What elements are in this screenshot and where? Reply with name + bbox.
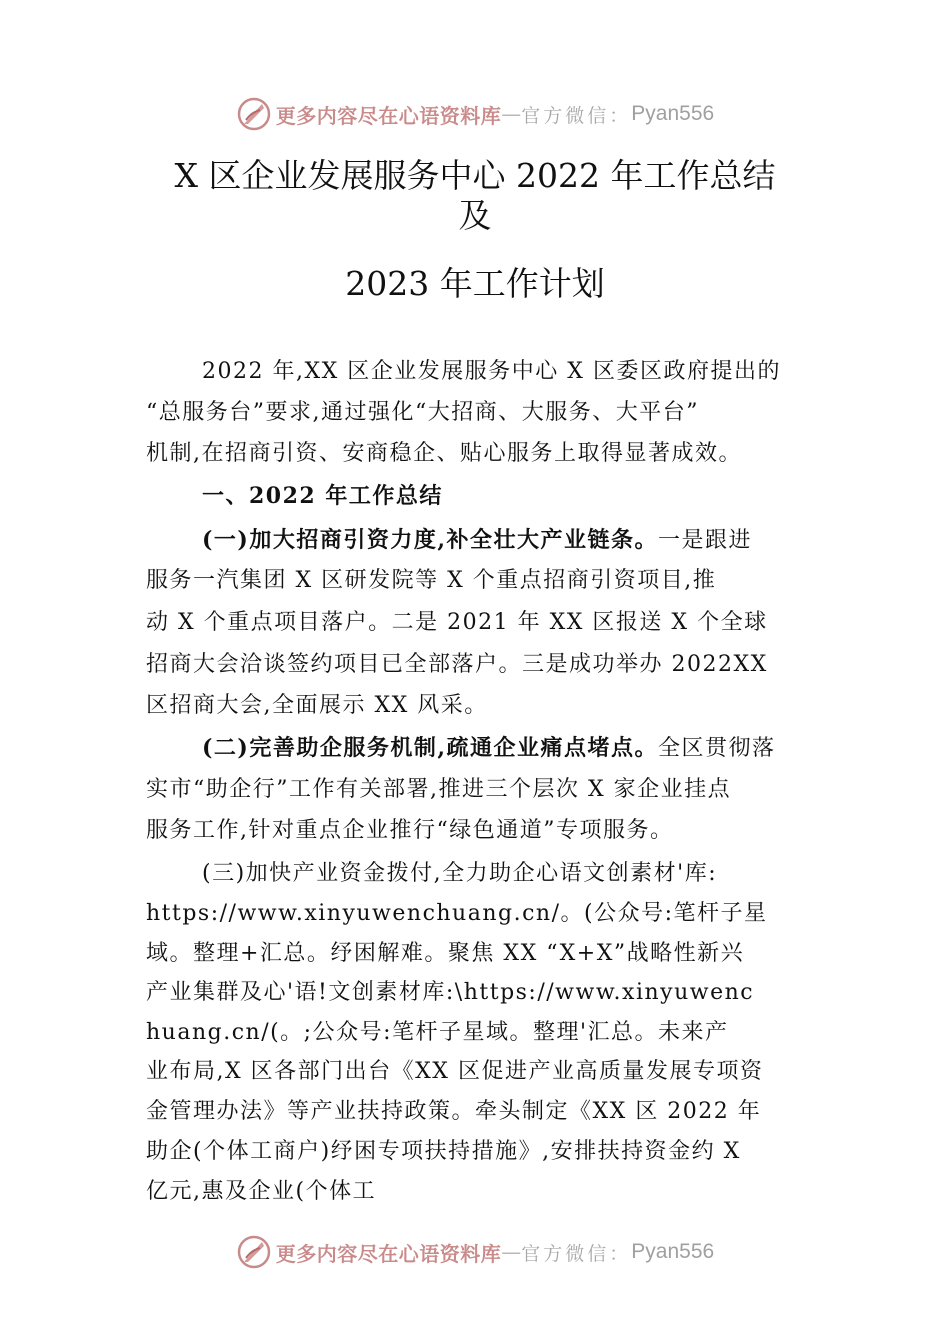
section-heading: 一、2022 年工作总结 [202,483,443,509]
paragraph-line: huang.cn/(。;公众号:笔杆子星域。整理'汇总。未来产 [146,1020,729,1045]
subheading-2: (二)完善助企服务机制,疏通企业痛点堵点。 [202,735,658,761]
paragraph-line: 助企(个体工商户)纾困专项扶持措施》,安排扶持资金约 X [146,1139,741,1164]
watermark-dash: — [501,102,522,126]
paragraph-line [146,731,776,765]
subheading-1: (一)加大招商引资力度,补全壮大产业链条。 [202,527,658,553]
watermark-label: 官方微信： [521,1242,632,1265]
quill-logo-icon [236,96,272,132]
paragraph-line: 金管理办法》等产业扶持政策。牵头制定《XX 区 2022 年 [146,1099,762,1124]
watermark-header [0,94,950,134]
paragraph-line: 亿元,惠及企业(个体工 [146,1179,377,1204]
subheading-2-tail: 全区贯彻落 [657,736,776,761]
paragraph-line: 实市“助企行”工作有关部署,推进三个层次 X 家企业挂点 [146,777,732,802]
paragraph-line: 产业集群及心'语!文创素材库:\https://www.xinyuwenc [146,980,755,1005]
watermark-brand: 更多内容尽在心语资料库 [275,103,502,128]
paragraph-line: 服务一汽集团 X 区研发院等 X 个重点招商引资项目,推 [146,568,717,593]
doc-title-line-3: 2023 年工作计划 [345,264,605,303]
paragraph-line: 域。整理+汇总。纾困解难。聚焦 XX “X+X”战略性新兴 [146,941,745,966]
paragraph-line: (三)加快产业资金拨付,全力助企心语文创素材'库: [202,861,718,886]
paragraph-line: 招商大会洽谈签约项目已全部落户。三是成功举办 2022XX [146,652,768,677]
watermark-dash: — [501,1240,522,1264]
doc-title-line-1: X 区企业发展服务中心 2022 年工作总结 [174,156,776,195]
paragraph-line: 动 X 个重点项目落户。二是 2021 年 XX 区报送 X 个全球 [146,610,768,635]
paragraph-line: https://www.xinyuwenchuang.cn/。(公众号:笔杆子星 [146,901,768,926]
paragraph-line: 机制,在招商引资、安商稳企、贴心服务上取得显著成效。 [146,441,742,466]
watermark-id: Pyan556 [631,1240,715,1263]
paragraph-line [146,523,752,557]
doc-title-line-2: 及 [458,196,492,235]
paragraph-line: 业布局,X 区各部门出台《XX 区促进产业高质量发展专项资 [146,1059,764,1084]
watermark-footer [0,1232,950,1272]
watermark-id: Pyan556 [631,102,715,125]
paragraph-line: “总服务台”要求,通过强化“大招商、大服务、大平台” [146,400,699,425]
paragraph-line: 区招商大会,全面展示 XX 风采。 [146,693,488,718]
quill-logo-icon [236,1234,272,1270]
watermark-brand: 更多内容尽在心语资料库 [275,1241,502,1266]
paragraph-line: 2022 年,XX 区企业发展服务中心 X 区委区政府提出的 [202,359,781,384]
watermark-label: 官方微信： [521,104,632,127]
subheading-1-tail: 一是跟进 [657,528,752,553]
paragraph-line: 服务工作,针对重点企业推行“绿色通道”专项服务。 [146,818,674,843]
